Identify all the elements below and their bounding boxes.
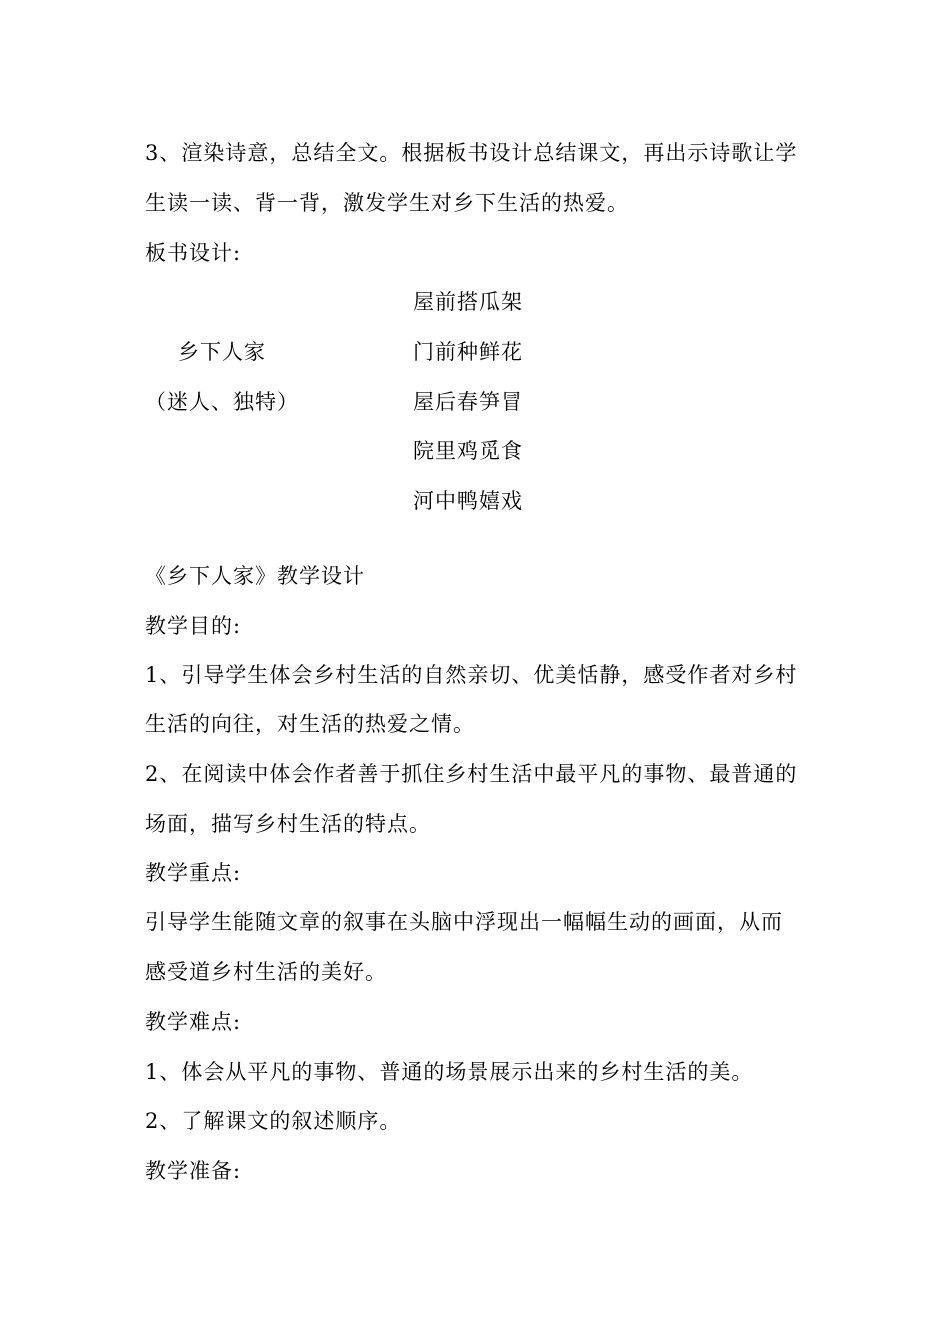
board-title: 乡下人家 — [178, 340, 266, 364]
board-design-heading: 板书设计: — [145, 241, 242, 265]
board-item: 屋后春笋冒 — [413, 390, 523, 414]
objective1-line1: 1、引导学生体会乡村生活的自然亲切、优美恬静，感受作者对乡村 — [145, 663, 798, 687]
objectives-heading: 教学目的: — [145, 614, 242, 638]
board-item: 门前种鲜花 — [413, 340, 523, 364]
step3-text-line2: 生读一读、背一背，激发学生对乡下生活的热爱。 — [145, 191, 629, 215]
difficulty2: 2、了解课文的叙述顺序。 — [145, 1109, 402, 1133]
board-item: 河中鸭嬉戏 — [413, 489, 523, 513]
step3-text-line1: 3、渲染诗意，总结全文。根据板书设计总结课文，再出示诗歌让学 — [145, 141, 798, 165]
difficulty1: 1、体会从平凡的事物、普通的场景展示出来的乡村生活的美。 — [145, 1060, 754, 1084]
lesson-title: 《乡下人家》教学设计 — [145, 564, 365, 588]
preparation-heading: 教学准备: — [145, 1159, 242, 1183]
key-point-line1: 引导学生能随文章的叙事在头脑中浮现出一幅幅生动的画面，从而 — [145, 910, 783, 934]
objective2-line1: 2、在阅读中体会作者善于抓住乡村生活中最平凡的事物、最普通的 — [145, 762, 798, 786]
objective1-line2: 生活的向往，对生活的热爱之情。 — [145, 712, 475, 736]
key-points-heading: 教学重点: — [145, 861, 242, 885]
objective2-line2: 场面，描写乡村生活的特点。 — [145, 812, 431, 836]
difficulties-heading: 教学难点: — [145, 1010, 242, 1034]
board-subtitle: （迷人、独特） — [145, 390, 299, 414]
key-point-line2: 感受道乡村生活的美好。 — [145, 960, 387, 984]
board-item: 院里鸡觅食 — [413, 439, 523, 463]
board-item: 屋前搭瓜架 — [413, 290, 523, 314]
